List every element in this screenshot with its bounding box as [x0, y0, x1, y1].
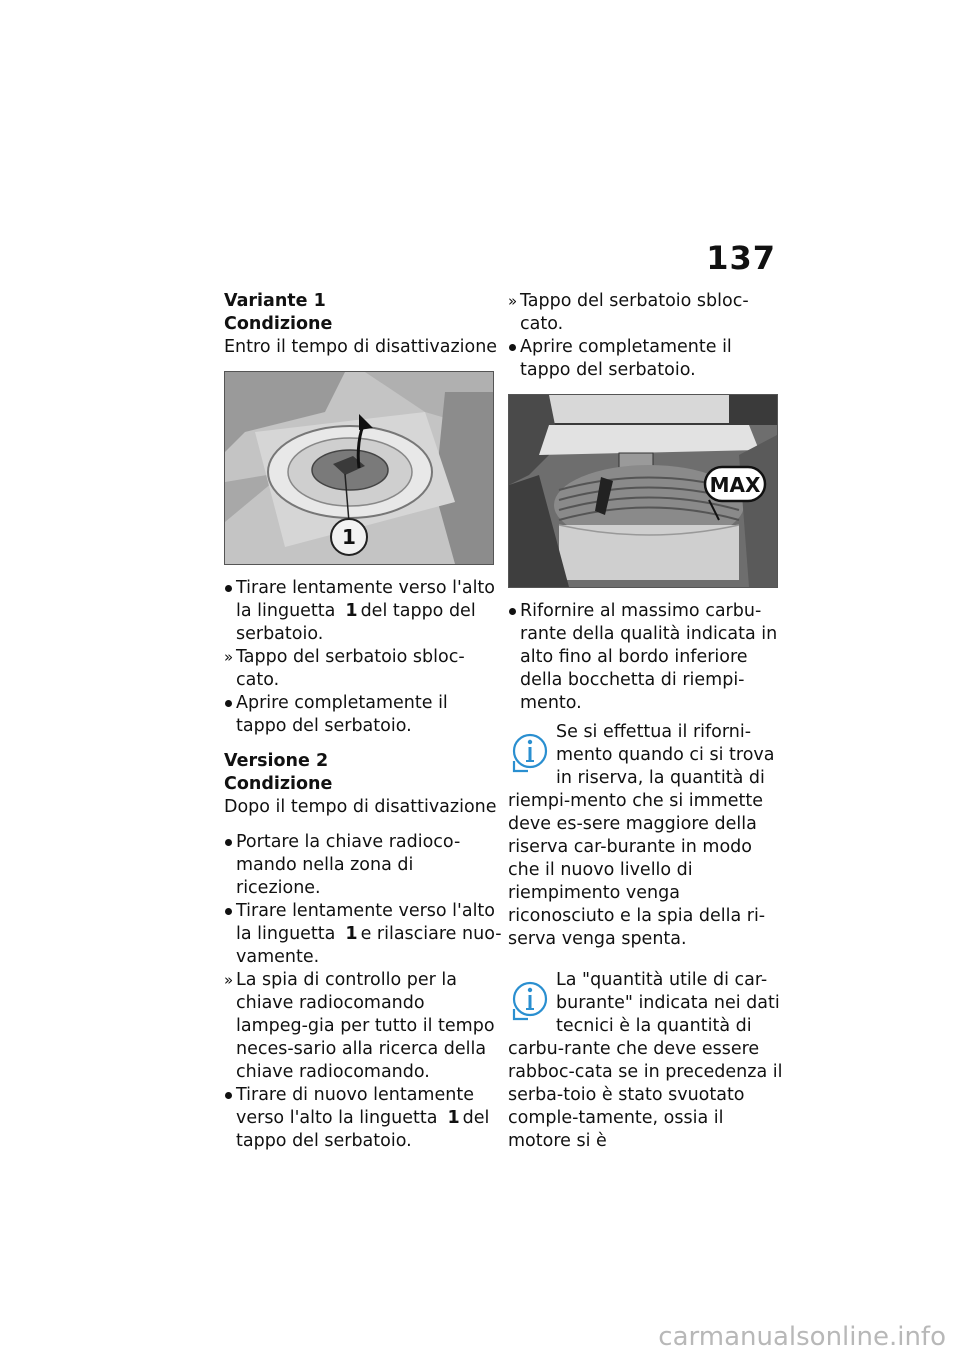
fuel-filler-max-illustration — [508, 394, 778, 588]
list-item: Portare la chiave radioco-mando nella zona di ricezione. — [236, 832, 461, 898]
list-item: Tirare lentamente verso l'alto la linguetta 1 del tappo del serbatoio. — [236, 578, 496, 644]
continued-steps — [508, 290, 786, 382]
list-item: Rifornire al massimo carbu-rante della qualità indicata in alto fino al bordo inferiore della bocchetta di riempi-mento. — [520, 601, 778, 713]
list-item: » Tappo del serbatoio sbloc-cato. — [224, 647, 465, 690]
list-item: » La spia di controllo per la chiave radiocomando lampeg-gia per tutto il tempo neces-sario alla ricerca della chiave radiocomando. — [224, 970, 495, 1082]
left-column — [224, 290, 502, 1153]
list-item: Tirare di nuovo lentamente verso l'alto la linguetta 1 del tappo del serbatoio. — [236, 1085, 490, 1151]
note-usable-fuel-text: La "quantità utile di car-burante" indicata nei dati tecnici è la quantità di carbu-rante che deve essere rabboc-cata se in precedenza il serba-toio è stato svuotato comple-tamente, ossia il motore si è — [508, 970, 783, 1151]
variant2-condition-heading: Condizione — [224, 774, 333, 794]
variant1-title: Variante 1 — [224, 291, 326, 311]
refuel-steps — [508, 600, 786, 715]
list-item: Tirare lentamente verso l'alto la linguetta 1 e rilasciare nuo-vamente. — [236, 901, 502, 967]
page-number: 137 — [706, 239, 776, 277]
fuel-cap-illustration — [224, 371, 494, 565]
max-marker-label: MAX — [709, 473, 761, 497]
variant2-condition-text: Dopo il tempo di disattivazione — [224, 797, 497, 817]
list-item: Aprire completamente il tappo del serbatoio. — [520, 337, 732, 380]
variant1-steps — [224, 577, 502, 738]
info-note-reserve — [508, 721, 786, 951]
variant1-condition-text: Entro il tempo di disattivazione — [224, 337, 498, 357]
variant2-steps — [224, 831, 502, 1153]
list-item: » Tappo del serbatoio sbloc-cato. — [508, 291, 749, 334]
list-item: Aprire completamente il tappo del serbatoio. — [236, 693, 448, 736]
info-icon — [508, 977, 550, 1023]
info-icon — [508, 729, 550, 775]
fig1-callout-number: 1 — [342, 525, 356, 549]
variant2-title: Versione 2 — [224, 751, 329, 771]
note-reserve-text: Se si effettua il riforni-mento quando ci si trova in riserva, la quantità di riempi-mento che si immette deve es-sere maggiore della riserva car-burante in modo che il nuovo livello di riempimento venga riconosciuto e la spia della ri-serva venga spenta. — [508, 722, 775, 949]
right-column — [508, 290, 786, 1153]
variant1-condition-heading: Condizione — [224, 314, 333, 334]
footer-watermark: carmanualsonline.info — [658, 1322, 946, 1352]
info-note-usable-fuel — [508, 969, 786, 1153]
